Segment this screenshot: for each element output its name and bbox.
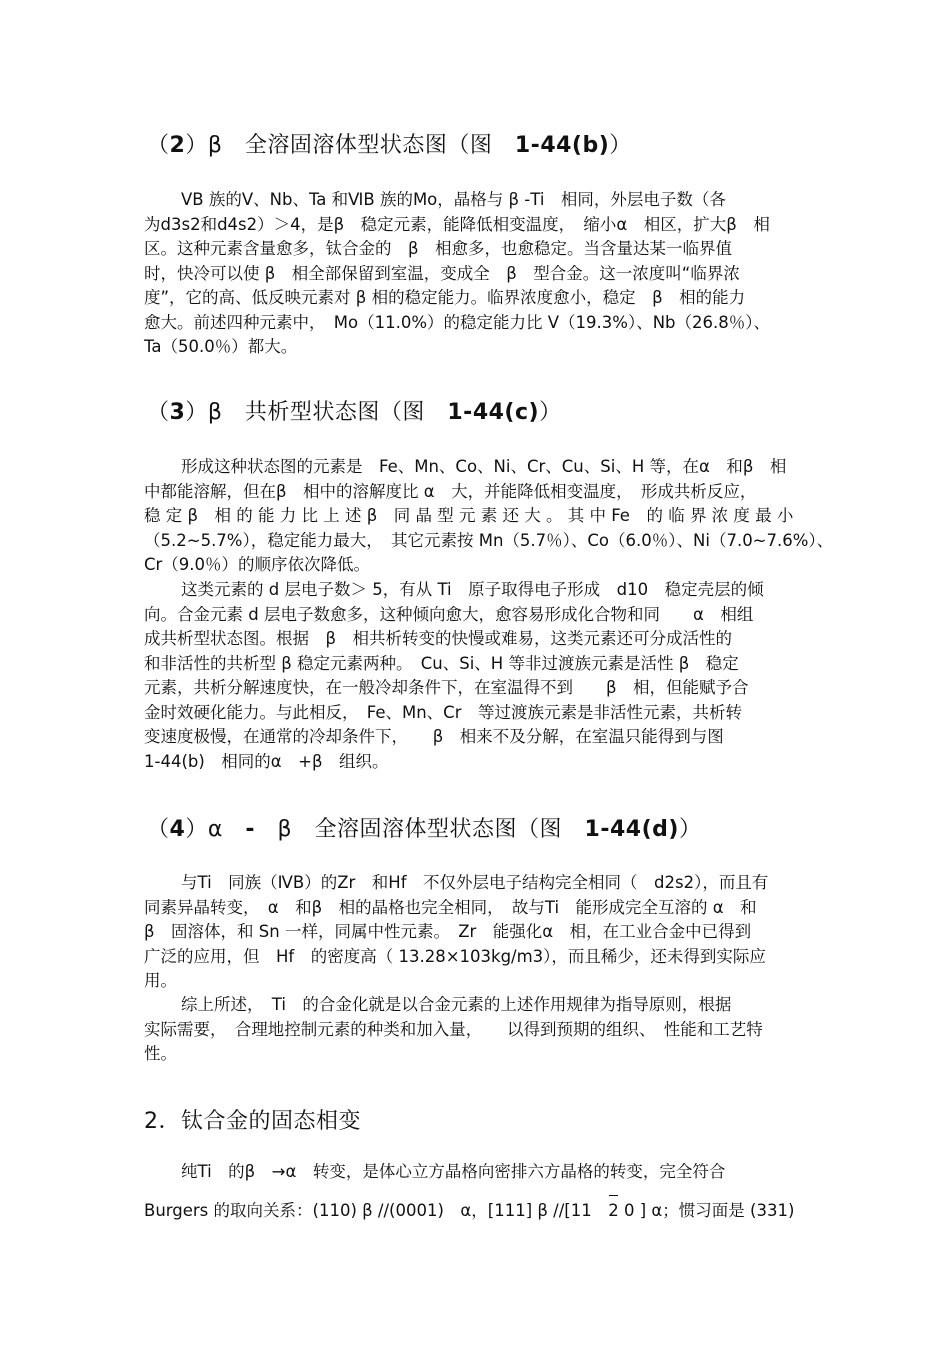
paragraph-line: （5.2~5.7%），稳定能力最大， 其它元素按 Mn（5.7％）、Co（6.0％）、Ni（7.0~7.6%）、 xyxy=(144,530,834,550)
section-4-heading: （4）α - β 全溶固溶体型状态图（图 1-44(d)） xyxy=(147,817,702,842)
paragraph-line: 中都能溶解，但在β 相中的溶解度比 α 大，并能降低相变温度， 形成共析反应， xyxy=(144,481,757,501)
section-4-paragraph-1 xyxy=(144,871,814,994)
paragraph-line: ⅤB 族的V、Nb、Ta 和ⅥB 族的Mo，晶格与 β -Ti 相同，外层电子数（各 xyxy=(181,190,726,209)
paragraph-line: 成共析型状态图。根据 β 相共析转变的快慢或难易，这类元素还可分成活性的 xyxy=(144,629,733,648)
paragraph-line: 用。 xyxy=(144,971,177,990)
paragraph-line: 纯Ti 的β →α 转变，是体心立方晶格向密排六方晶格的转变，完全符合 xyxy=(181,1162,726,1181)
burgers-relation-line: Burgers 的取向关系：(110) β //(0001) α，[111] β //[11 2 0 ] α；惯习面是 (331) xyxy=(144,1199,824,1224)
paragraph-line: 变速度极慢，在通常的冷却条件下， β 相来不及分解，在室温只能得到与图 xyxy=(144,727,724,746)
section-4-paragraph-2 xyxy=(144,993,814,1067)
section-phase-transformation-paragraph xyxy=(144,1160,814,1185)
paragraph-line: 向。合金元素 d 层电子数愈多，这种倾向愈大，愈容易形成化合物和同 α 相组 xyxy=(144,604,754,624)
paragraph-line: 与Ti 同族（ⅣB）的Zr 和Hf 不仅外层电子结构完全相同（ d2s2），而且有 xyxy=(181,873,769,892)
paragraph-line: Ta（50.0％）都大。 xyxy=(144,337,298,356)
paragraph-line: 和非活性的共析型 β 稳定元素两种。 Cu、Si、H 等非过渡族元素是活性 β 稳定 xyxy=(144,653,739,673)
section-3-paragraph-2 xyxy=(144,578,814,774)
paragraph-line: 性。 xyxy=(144,1044,177,1063)
paragraph-line: 度”，它的高、低反映元素对 β 相的稳定能力。临界浓度愈小，稳定 β 相的能力 xyxy=(144,288,746,307)
paragraph-line: 元素，共析分解速度快，在一般冷却条件下，在室温得不到 β 相，但能赋予合 xyxy=(144,678,749,697)
paragraph-line: 这类元素的 d 层电子数＞ 5，有从 Ti 原子取得电子形成 d10 稳定壳层的倾 xyxy=(181,580,764,599)
paragraph-line: 同素异晶转变， α 和β 相的晶格也完全相同， 故与Ti 能形成完全互溶的 α 和 xyxy=(144,897,757,917)
paragraph-line: Cr（9.0％）的顺序依次降低。 xyxy=(144,555,371,574)
paragraph-line: 金时效硬化能力。与此相反， Fe、Mn、Cr 等过渡族元素是非活性元素，共析转 xyxy=(144,702,742,722)
paragraph-line: 区。这种元素含量愈多，钛合金的 β 相愈多，也愈稳定。当含量达某一临界值 xyxy=(144,239,733,258)
paragraph-line: β 固溶体，和 Sn 一样，同属中性元素。 Zr 能强化α 相，在工业合金中已得到 xyxy=(144,922,752,941)
section-2-paragraph xyxy=(144,188,814,360)
paragraph-line: 稳 定 β 相 的 能 力 比 上 述 β 同 晶 型 元 素 还 大 。 其 中 Fe 的 临 界 浓 度 最 小 xyxy=(144,506,794,525)
paragraph-line: 1-44(b) 相同的α +β 组织。 xyxy=(144,751,389,771)
section-3-heading: （3）β 共析型状态图（图 1-44(c)） xyxy=(147,400,562,425)
paragraph-line: 广泛的应用，但 Hf 的密度高（ 13.28×103kg/m3），而且稀少，还未得到实际应 xyxy=(144,946,766,966)
section-3-paragraph-1 xyxy=(144,455,834,578)
paragraph-line: 愈大。前述四种元素中， Mo（11.0%）的稳定能力比 V（19.3%）、Nb（26.8％）、 xyxy=(144,312,771,332)
paragraph-line: 形成这种状态图的元素是 Fe、Mn、Co、Ni、Cr、Cu、Si、H 等，在α 和β 相 xyxy=(181,457,787,476)
section-2-heading: （2）β 全溶固溶体型状态图（图 1-44(b)） xyxy=(147,133,632,158)
paragraph-line: 时，快冷可以使 β 相全部保留到室温，变成全 β 型合金。这一浓度叫“临界浓 xyxy=(144,263,740,283)
paragraph-line: 为d3s2和d4s2）＞4，是β 稳定元素，能降低相变温度， 缩小α 相区，扩大β 相 xyxy=(144,214,770,234)
overbar-digit: 2 xyxy=(608,1199,619,1224)
paragraph-line: 综上所述， Ti 的合金化就是以合金元素的上述作用规律为指导原则，根据 xyxy=(181,995,732,1014)
paragraph-line: 实际需要， 合理地控制元素的种类和加入量， 以得到预期的组织、 性能和工艺特 xyxy=(144,1019,763,1039)
section-phase-transformation-heading: 2．钛合金的固态相变 xyxy=(144,1109,361,1134)
